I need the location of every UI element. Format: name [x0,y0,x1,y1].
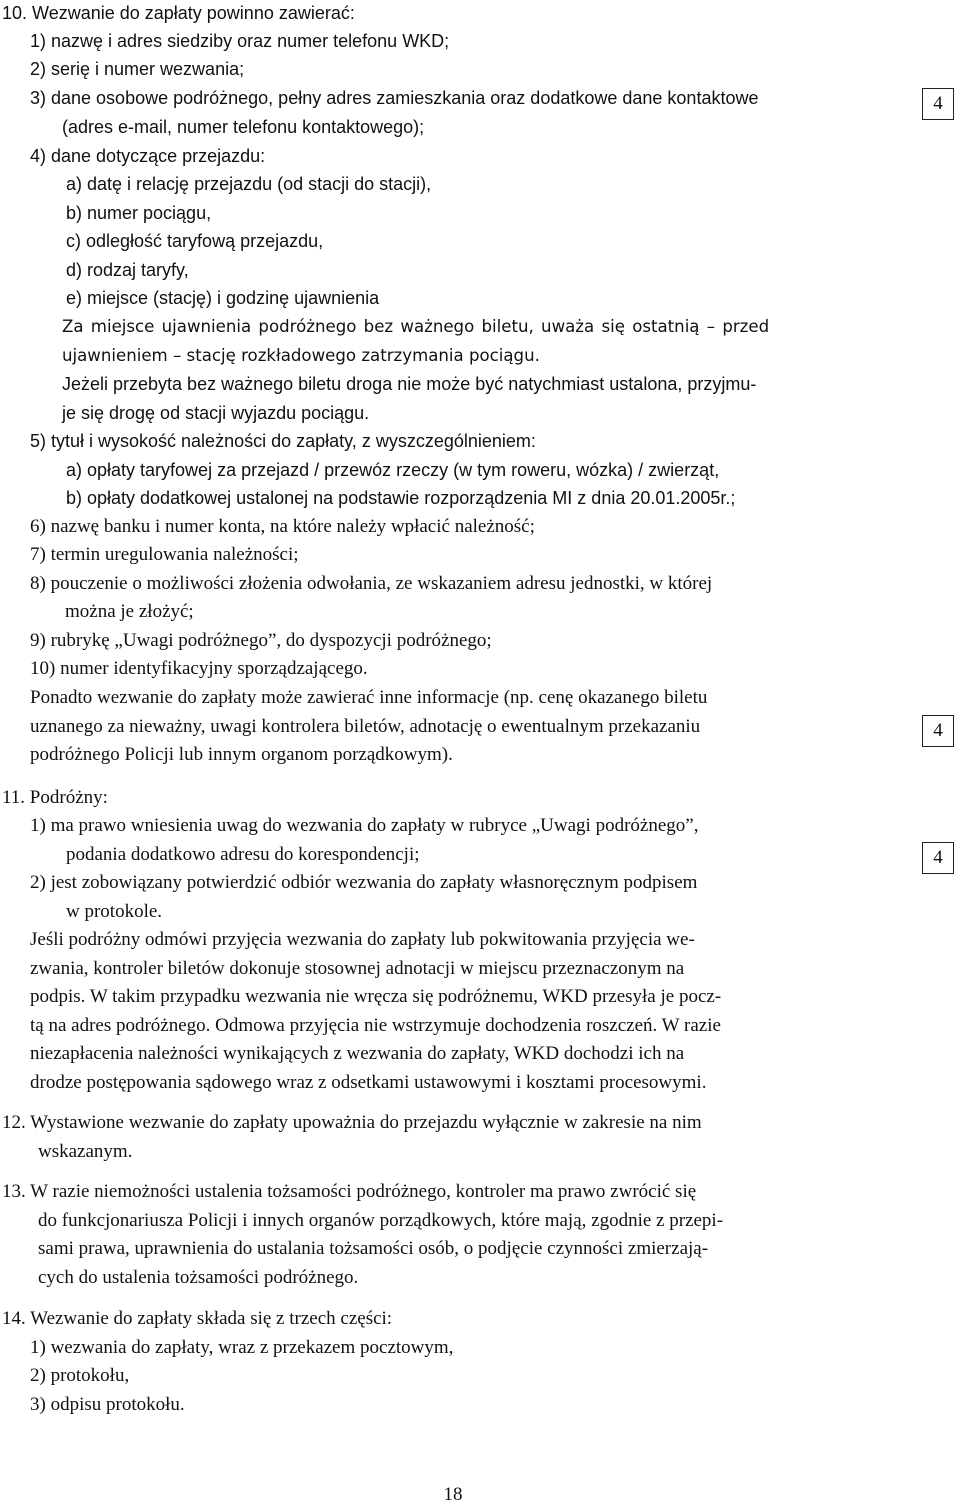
paragraph: Ponadto wezwanie do zapłaty może zawierać inne informacje (np. cenę okazanego biletu [30,687,708,708]
section-12-text: wskazanym. [38,1141,133,1162]
list-item-continuation: (adres e-mail, numer telefonu kontaktowego); [62,117,425,137]
paragraph: niezapłacenia należności wynikających z wezwania do zapłaty, WKD dochodzi ich na [30,1043,685,1064]
section-14-heading: 14. Wezwanie do zapłaty składa się z trzech części: [2,1308,393,1329]
sub-list-item: a) datę i relację przejazdu (od stacji do stacji), [66,174,432,194]
section-13-text: do funkcjonariusza Policji i innych organów porządkowych, które mają, zgodnie z przepi- [38,1210,724,1231]
section-13-text: cych do ustalenia tożsamości podróżnego. [38,1267,359,1288]
list-item: 2) protokołu, [30,1365,130,1386]
list-item: 6) nazwę banku i numer konta, na które należy wpłacić należność; [30,516,535,537]
sub-list-item: a) opłaty taryfowej za przejazd / przewóz rzeczy (w tym roweru, wózka) / zwierząt, [66,460,720,480]
list-item: 7) termin uregulowania należności; [30,544,299,565]
paragraph: Jeśli podróżny odmówi przyjęcia wezwania do zapłaty lub pokwitowania przyjęcia we- [30,929,695,950]
margin-badge: 4 [922,715,954,747]
sub-list-item: e) miejsce (stację) i godzinę ujawnienia [66,288,380,308]
paragraph: tą na adres podróżnego. Odmowa przyjęcia nie wstrzymuje dochodzenia roszczeń. W razie [30,1015,721,1036]
paragraph: podpis. W takim przypadku wezwania nie wręcza się podróżnemu, WKD przesyła je pocz- [30,986,722,1007]
list-item: 1) wezwania do zapłaty, wraz z przekazem pocztowym, [30,1337,454,1358]
paragraph: zwania, kontroler biletów dokonuje stosownej adnotacji w miejscu przeznaczonym na [30,958,685,979]
section-13-text: sami prawa, uprawnienia do ustalania tożsamości osób, o podjęcie czynności zmierzają- [38,1238,709,1259]
section-13-text: 13. W razie niemożności ustalenia tożsamości podróżnego, kontroler ma prawo zwrócić się [2,1181,697,1202]
list-item: 4) dane dotyczące przejazdu: [30,146,266,166]
page-number: 18 [443,1484,463,1505]
note-paragraph: Za miejsce ujawnienia podróżnego bez ważnego biletu, uważa się ostatnią – przed [62,317,770,336]
sub-list-item: b) opłaty dodatkowej ustalonej na podstawie rozporządzenia MI z dnia 20.01.2005r.; [66,488,736,508]
list-item-continuation: w protokole. [66,901,163,922]
list-item: 1) ma prawo wniesienia uwag do wezwania do zapłaty w rubryce „Uwagi podróżnego”, [30,815,699,836]
list-item: 8) pouczenie o możliwości złożenia odwołania, ze wskazaniem adresu jednostki, w której [30,573,713,594]
section-12-text: 12. Wystawione wezwanie do zapłaty upoważnia do przejazdu wyłącznie w zakresie na nim [2,1112,702,1133]
list-item: 9) rubrykę „Uwagi podróżnego”, do dyspozycji podróżnego; [30,630,492,651]
section-11-heading: 11. Podróżny: [2,787,108,808]
section-10-heading: 10. Wezwanie do zapłaty powinno zawierać: [2,3,355,23]
list-item: 1) nazwę i adres siedziby oraz numer telefonu WKD; [30,31,450,51]
list-item-continuation: podania dodatkowo adresu do korespondencji; [66,844,420,865]
paragraph: podróżnego Policji lub innym organom porządkowym). [30,744,453,765]
list-item: 2) serię i numer wezwania; [30,59,245,79]
margin-badge: 4 [922,88,954,120]
note-paragraph: je się drogę od stacji wyjazdu pociągu. [62,403,370,423]
sub-list-item: d) rodzaj taryfy, [66,260,189,280]
sub-list-item: b) numer pociągu, [66,203,212,223]
margin-badge: 4 [922,842,954,874]
list-item: 2) jest zobowiązany potwierdzić odbiór wezwania do zapłaty własnoręcznym podpisem [30,872,698,893]
note-paragraph: ujawnieniem – stację rozkładowego zatrzymania pociągu. [62,346,540,365]
list-item: 3) dane osobowe podróżnego, pełny adres zamieszkania oraz dodatkowe dane kontaktowe [30,88,759,108]
list-item: 10) numer identyfikacyjny sporządzającego. [30,658,368,679]
paragraph: drodze postępowania sądowego wraz z odsetkami ustawowymi i kosztami procesowymi. [30,1072,707,1093]
sub-list-item: c) odległość taryfową przejazdu, [66,231,324,251]
list-item: 5) tytuł i wysokość należności do zapłaty, z wyszczególnieniem: [30,431,536,451]
note-paragraph: Jeżeli przebyta bez ważnego biletu droga nie może być natychmiast ustalona, przyjmu- [62,374,757,394]
list-item-continuation: można je złożyć; [65,601,194,622]
paragraph: uznanego za nieważny, uwagi kontrolera biletów, adnotację o ewentualnym przekazaniu [30,716,701,737]
list-item: 3) odpisu protokołu. [30,1394,185,1415]
